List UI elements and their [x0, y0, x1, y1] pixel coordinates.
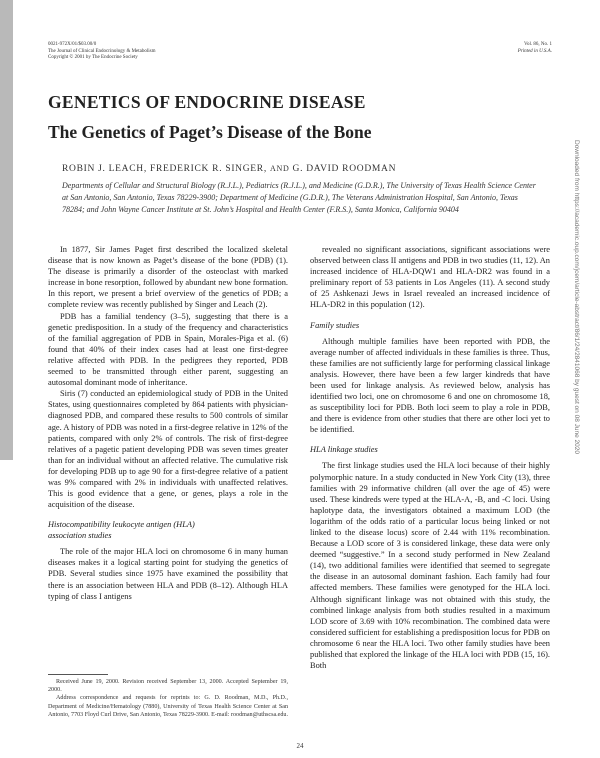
paragraph: The role of the major HLA loci on chromosome 6 in many human diseases makes it a logical starting point for studying the genetics of PDB. Several studies since 1975 have examined the possibility that there is an association between HLA and PDB (8–12). Although HLA typing of class I antigens: [48, 547, 288, 601]
printed-info: Printed in U.S.A.: [517, 48, 552, 54]
authors-last: G. DAVID ROODMAN: [292, 164, 397, 174]
download-watermark: Downloaded from https://academic.oup.com/jcem/article-abstract/86/1/24/2841068 by guest on 08 June 2020: [573, 140, 580, 454]
footnote-divider: [48, 674, 108, 675]
header-line: 0021-972X/01/$03.00/0: [48, 42, 97, 47]
section-title: GENETICS OF ENDOCRINE DISEASE: [48, 92, 366, 112]
article-title: The Genetics of Paget’s Disease of the Bone: [48, 122, 372, 142]
affiliations: Departments of Cellular and Structural Biology (R.J.L.), Pediatrics (R.J.L.), and Medicine (G.D.R.), The University of Texas Health Science Center at San Antonio, San Antonio, Texas 78229-3900; Department of Medicine (G.D.R.), The Veterans Administration Hospital, San Antonio, Texas 78284; and John Wayne Cancer Institute at St. John’s Hospital and Health Center (F.R.S.), Santa Monica, California 90404: [62, 181, 536, 214]
paragraph: In 1877, Sir James Paget first described the localized skeletal disease that is now known as Paget’s disease of the bone (PDB) (1). The disease is primarily a disorder of the osteoclast with marked increase in bone resorption, followed by abundant new bone formation. In this report, we present a brief overview of the genetics of PDB; a complete review was recently published by Singer and Leach (2).: [48, 245, 288, 310]
paragraph: PDB has a familial tendency (3–5), suggesting that there is a genetic predisposition. In a study of the frequency and characteristics of the familial aggregation of PDB in Spain, Morales-Piga et al. (6) found that 40% of their index cases had at least one first-degree relative affected with PDB. In the pedigrees they reported, PDB seemed to be transmitted through either parent, suggesting an autosomal dominant mode of inheritance.: [48, 311, 288, 388]
volume-info: Vol. 86, No. 1: [524, 42, 552, 47]
footnote-received: Received June 19, 2000. Revision received September 13, 2000. Accepted September 19, 2000.: [48, 679, 288, 694]
paragraph: Siris (7) conducted an epidemiological study of PDB in the United States, using questionnaires completed by 864 patients with physician-diagnosed PDB, and compared these results to 500 controls of similar age. A history of PDB was noted in a first-degree relative in 12% of the patients, compared with only 2% of controls. The risk of first-degree relatives of a pagetic patient developing PDB was seven times greater than for an individual without an affected relative. The cumulative risk for developing PDB up to age 90 for a first-degree relative of a patient was 9% compared with 2% in individuals with unaffected relatives. This is good evidence that a gene, or genes, plays a role in the acquisition of the disease.: [48, 389, 288, 510]
authors-and: AND: [270, 164, 290, 173]
journal-header: [48, 42, 155, 62]
subsection-heading: HLA linkage studies: [310, 445, 378, 455]
heading-line: Histocompatibility leukocyte antigen (HLA): [48, 520, 195, 530]
authors-main: ROBIN J. LEACH, FREDERICK R. SINGER,: [62, 164, 267, 174]
side-bar: [0, 0, 13, 460]
left-column: [48, 244, 288, 602]
subsection-heading: [48, 519, 288, 541]
header-line: Copyright © 2001 by The Endocrine Society: [48, 55, 138, 60]
page-number: 24: [296, 742, 304, 750]
paragraph: The first linkage studies used the HLA loci because of their highly polymorphic nature. In a study conducted in New York City (13), three families with 29 informative children (all over the age of 45) were used. These kindreds were typed at the HLA-A, -B, and -C loci. Using haplotype data, the investigators obtained a maximum LOD (the logarithm of the odds ratio of a particular locus being linked or not linked to the disease locus) score of 2.44 with 11% recombination. Because a LOD score of 3 is considered linkage, these data were only deemed “suggestive.” In a second study performed in New Zealand (14), two additional families were identified that seemed to segregate the disease in an autosomal dominant fashion. Each family had four affected members. These families were genotyped for the HLA loci. Although significant linkage was not obtained with this study, the combined linkage analysis from both studies resulted in a maximum LOD score of 3.69 with 10% recombination. The combined data were considered sufficient for establishing a predisposition locus for PDB on chromosome 6 near the HLA loci. Two other family studies have been published that explored the linkage of the HLA loci with PDB (15, 16). Both: [310, 461, 550, 671]
volume-header: [518, 42, 552, 55]
paragraph: revealed no significant associations, significant associations were observed between class II antigens and PDB in two studies (11, 12). An increased incidence of HLA-DQW1 and HLA-DR2 was found in a preliminary report of 53 patients in Los Angeles (11). A second study of 25 Ashkenazi Jews in Israel revealed an increased incidence of HLA-DR2 in this population (12).: [310, 245, 550, 310]
footnotes: [48, 678, 288, 719]
footnote-address: Address correspondence and requests for reprints to: G. D. Roodman, M.D., Ph.D., Department of Medicine/Hematology (7880), University of Texas Health Science Center at San Antonio, 7703 Floyd Curl Drive, San Antonio, Texas 78229-3900. E-mail: roodman@uthscsa.edu.: [48, 695, 288, 718]
header-line: The Journal of Clinical Endocrinology & Metabolism: [48, 48, 156, 54]
heading-line: association studies: [48, 531, 112, 541]
paragraph: Although multiple families have been reported with PDB, the average number of affected individuals in these families is three. Thus, these families are not sufficiently large for performing classical linkage analysis. However, there have been a few larger kindreds that have been used for linkage analysis. As reviewed below, analysis has identified two loci, one on chromosome 6 and one on chromosome 18, as susceptibility loci for PDB. Both loci seem to play a role in PDB, and there is evidence from other studies that there are other loci yet to be identified.: [310, 336, 550, 435]
author-list: [62, 164, 396, 174]
right-column: [310, 244, 550, 671]
subsection-heading: Family studies: [310, 320, 360, 330]
